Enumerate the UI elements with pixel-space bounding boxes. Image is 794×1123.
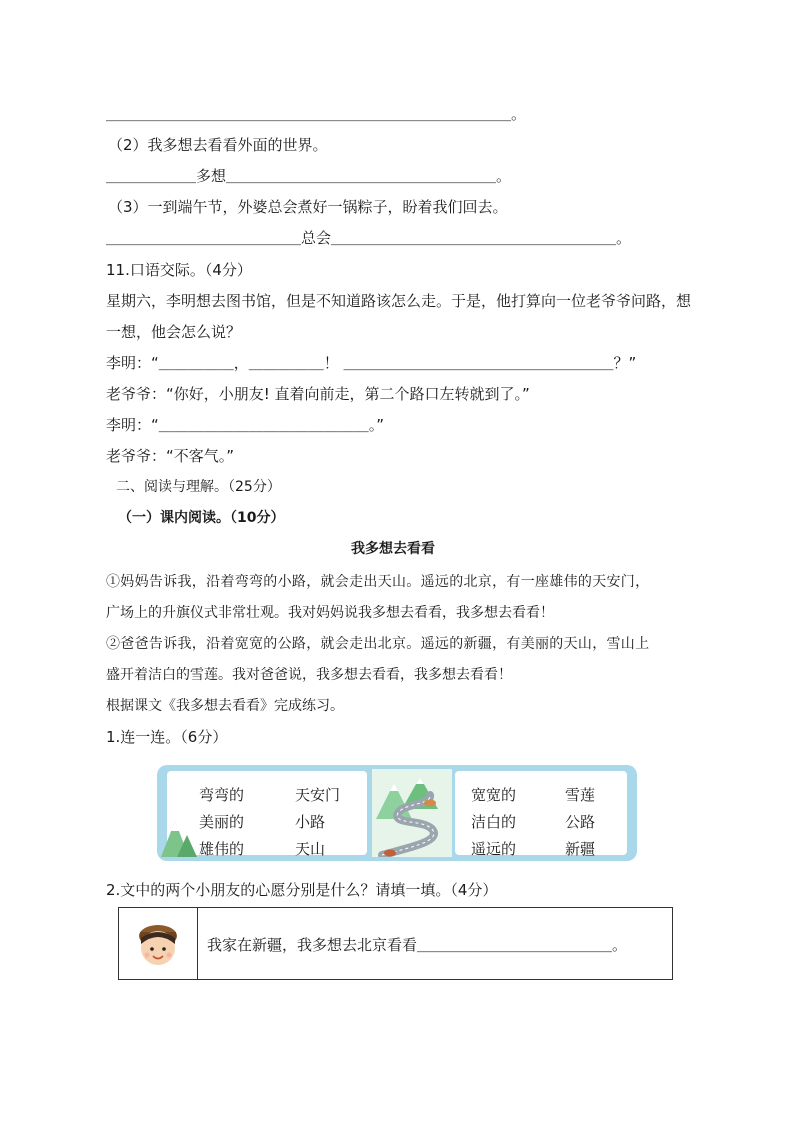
item-3-answer-line: ＿＿＿＿＿＿＿＿＿＿＿＿＿总会＿＿＿＿＿＿＿＿＿＿＿＿＿＿＿＿＿＿＿。 (106, 229, 632, 247)
question-11-prompt-line-1: 星期六，李明想去图书馆，但是不知道路该怎么走。于是，他打算向一位老爷爷问路，想 (106, 292, 692, 310)
question-11-prompt-line-2: 一想，他会怎么说？ (106, 323, 242, 341)
exercise-instruction: 根据课文《我多想去看看》完成练习。 (106, 698, 344, 714)
match-left-adjective[interactable]: 美丽的 (199, 813, 245, 831)
match-left-adjective[interactable]: 弯弯的 (199, 786, 245, 804)
child-avatar-icon (131, 916, 185, 972)
passage-para-2-line-1: ②爸爸告诉我，沿着宽宽的公路，就会走出北京。遥远的新疆，有美丽的天山，雪山上 (106, 636, 650, 652)
passage-para-2-line-2: 盛开着洁白的雪莲。我对爸爸说，我多想去看看，我多想去看看！ (106, 667, 512, 683)
section-2-subsection-1: （一）课内阅读。（10分） (118, 510, 285, 526)
question-1-title: 1.连一连。（6分） (106, 728, 228, 746)
match-right-noun[interactable]: 雪莲 (565, 786, 596, 804)
passage-title: 我多想去看看 (351, 541, 435, 557)
dialog-grandpa-2: 老爷爷：“不客气。” (106, 447, 235, 465)
mountain-icon (159, 815, 199, 857)
question-2-title: 2.文中的两个小朋友的心愿分别是什么？请填一填。（4分） (106, 881, 498, 899)
match-left-adjective[interactable]: 雄伟的 (199, 840, 245, 858)
dialog-grandpa-1: 老爷爷：“你好，小朋友! 直着向前走，第二个路口左转就到了。” (106, 385, 530, 403)
passage-para-1-line-2: 广场上的升旗仪式非常壮观。我对妈妈说我多想去看看，我多想去看看！ (106, 605, 554, 621)
question-11-title: 11.口语交际。（4分） (106, 261, 252, 279)
passage-para-1-line-1: ①妈妈告诉我，沿着弯弯的小路，就会走出天山。遥远的北京，有一座雄伟的天安门， (106, 574, 650, 590)
match-right-noun[interactable]: 新疆 (565, 840, 596, 858)
match-left-noun[interactable]: 小路 (295, 813, 326, 831)
wish-answer-table (118, 907, 673, 980)
dialog-liming-2: 李明：“＿＿＿＿＿＿＿＿＿＿＿＿＿＿。” (106, 416, 385, 434)
answer-blank-line: ＿＿＿＿＿＿＿＿＿＿＿＿＿＿＿＿＿＿＿＿＿＿＿＿＿＿＿。 (106, 105, 527, 123)
wish-answer-line: 我家在新疆，我多想去北京看看＿＿＿＿＿＿＿＿＿＿＿＿＿。 (207, 936, 628, 954)
match-right-adjective[interactable]: 遥远的 (471, 840, 517, 858)
match-left-noun[interactable]: 天山 (295, 840, 326, 858)
match-left-noun[interactable]: 天安门 (295, 786, 341, 804)
winding-road-illustration (372, 769, 452, 857)
dialog-liming-1: 李明：“＿＿＿＿＿，＿＿＿＿＿！ ＿＿＿＿＿＿＿＿＿＿＿＿＿＿＿＿＿＿？” (106, 354, 637, 372)
avatar (119, 908, 198, 979)
match-right-noun[interactable]: 公路 (565, 813, 596, 831)
item-2-answer-line: ＿＿＿＿＿＿多想＿＿＿＿＿＿＿＿＿＿＿＿＿＿＿＿＿＿。 (106, 167, 512, 185)
item-3-label: （3）一到端午节，外婆总会煮好一锅粽子，盼着我们回去。 (108, 198, 508, 216)
matching-left-panel (167, 771, 367, 858)
item-2-label: （2）我多想去看看外面的世界。 (108, 136, 328, 154)
matching-exercise-box (157, 765, 637, 861)
match-right-adjective[interactable]: 宽宽的 (471, 786, 517, 804)
section-2-title: 二、阅读与理解。（25分） (116, 479, 281, 495)
match-right-adjective[interactable]: 洁白的 (471, 813, 517, 831)
matching-right-panel (455, 771, 627, 858)
